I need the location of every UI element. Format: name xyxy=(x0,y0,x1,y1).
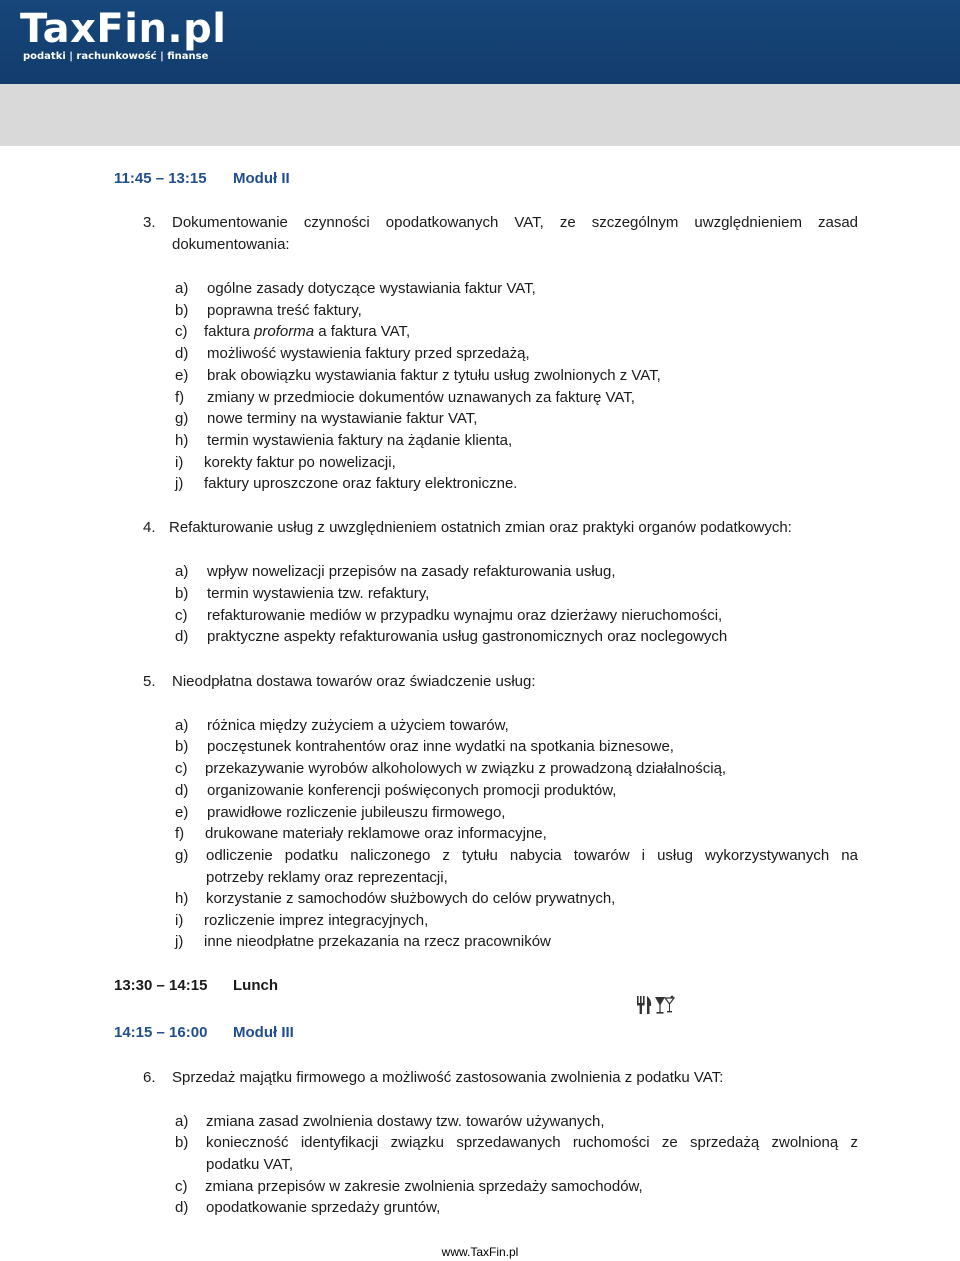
list-item: g) odliczenie podatku naliczonego z tytułu nabycia towarów i usług wykorzystywanych na xyxy=(175,847,858,864)
list-item: a) wpływ nowelizacji przepisów na zasady refakturowania usług, xyxy=(175,563,616,580)
topic-title: Refakturowanie usług z uwzględnieniem ostatnich zmian oraz praktyki organów podatkowych: xyxy=(169,519,792,536)
topic-title-cont: dokumentowania: xyxy=(172,236,290,253)
header-band xyxy=(0,84,960,146)
session-name: Moduł III xyxy=(233,1024,294,1041)
list-item: f) zmiany w przedmiocie dokumentów uznawanych za fakturę VAT, xyxy=(175,389,635,406)
list-item: c) refakturowanie mediów w przypadku wynajmu oraz dzierżawy nieruchomości, xyxy=(175,607,723,624)
list-item: i) rozliczenie imprez integracyjnych, xyxy=(175,912,429,929)
list-item: j) inne nieodpłatne przekazania na rzecz pracowników xyxy=(175,933,551,950)
list-item: c) faktura proforma a faktura VAT, xyxy=(175,323,411,340)
topic-number: 5. xyxy=(143,673,156,690)
topic-number: 6. xyxy=(143,1069,156,1086)
page-header xyxy=(0,0,960,84)
list-item: f) drukowane materiały reklamowe oraz informacyjne, xyxy=(175,825,547,842)
footer-url: www.TaxFin.pl xyxy=(441,1245,519,1259)
logo-tagline: podatki | rachunkowość | finanse xyxy=(23,51,209,62)
cutlery-cocktail-icon xyxy=(636,994,676,1021)
topic-number: 4. xyxy=(143,519,156,536)
list-item: a) zmiana zasad zwolnienia dostawy tzw. towarów używanych, xyxy=(175,1113,605,1130)
session-name: Lunch xyxy=(233,977,278,994)
session-time: 13:30 – 14:15 xyxy=(114,977,208,994)
topic-number: 3. xyxy=(143,214,156,231)
session-name: Moduł II xyxy=(233,170,290,187)
list-item: g) nowe terminy na wystawianie faktur VAT, xyxy=(175,410,478,427)
list-item-cont: podatku VAT, xyxy=(206,1156,293,1173)
list-item: b) poprawna treść faktury, xyxy=(175,302,362,319)
topic-title: Dokumentowanie czynności opodatkowanych VAT, ze szczególnym uwzględnieniem zasad xyxy=(172,214,858,231)
list-item: d) organizowanie konferencji poświęconych promocji produktów, xyxy=(175,782,617,799)
list-item: e) brak obowiązku wystawiania faktur z tytułu usług zwolnionych z VAT, xyxy=(175,367,661,384)
list-item: c) zmiana przepisów w zakresie zwolnienia sprzedaży samochodów, xyxy=(175,1178,643,1195)
list-item: a) różnica między zużyciem a użyciem towarów, xyxy=(175,717,509,734)
list-item: d) opodatkowanie sprzedaży gruntów, xyxy=(175,1199,441,1216)
list-item: h) korzystanie z samochodów służbowych do celów prywatnych, xyxy=(175,890,616,907)
list-item: b) poczęstunek kontrahentów oraz inne wydatki na spotkania biznesowe, xyxy=(175,738,674,755)
session-time: 11:45 – 13:15 xyxy=(114,170,207,187)
list-item: b) termin wystawienia tzw. refaktury, xyxy=(175,585,430,602)
logo: TaxFin.pl xyxy=(20,6,227,52)
list-item: i) korekty faktur po nowelizacji, xyxy=(175,454,396,471)
topic-title: Sprzedaż majątku firmowego a możliwość zastosowania zwolnienia z podatku VAT: xyxy=(172,1069,724,1086)
list-item: d) możliwość wystawienia faktury przed sprzedażą, xyxy=(175,345,530,362)
topic-title: Nieodpłatna dostawa towarów oraz świadczenie usług: xyxy=(172,673,536,690)
list-item: a) ogólne zasady dotyczące wystawiania faktur VAT, xyxy=(175,280,536,297)
list-item: b) konieczność identyfikacji związku sprzedawanych ruchomości ze sprzedażą zwolnioną z xyxy=(175,1134,858,1151)
list-item: e) prawidłowe rozliczenie jubileuszu firmowego, xyxy=(175,804,506,821)
list-item: d) praktyczne aspekty refakturowania usług gastronomicznych oraz noclegowych xyxy=(175,628,728,645)
list-item-cont: potrzeby reklamy oraz reprezentacji, xyxy=(206,869,448,886)
session-time: 14:15 – 16:00 xyxy=(114,1024,208,1041)
list-item: j) faktury uproszczone oraz faktury elektroniczne. xyxy=(175,475,518,492)
list-item: c) przekazywanie wyrobów alkoholowych w związku z prowadzoną działalnością, xyxy=(175,760,727,777)
list-item: h) termin wystawienia faktury na żądanie klienta, xyxy=(175,432,513,449)
